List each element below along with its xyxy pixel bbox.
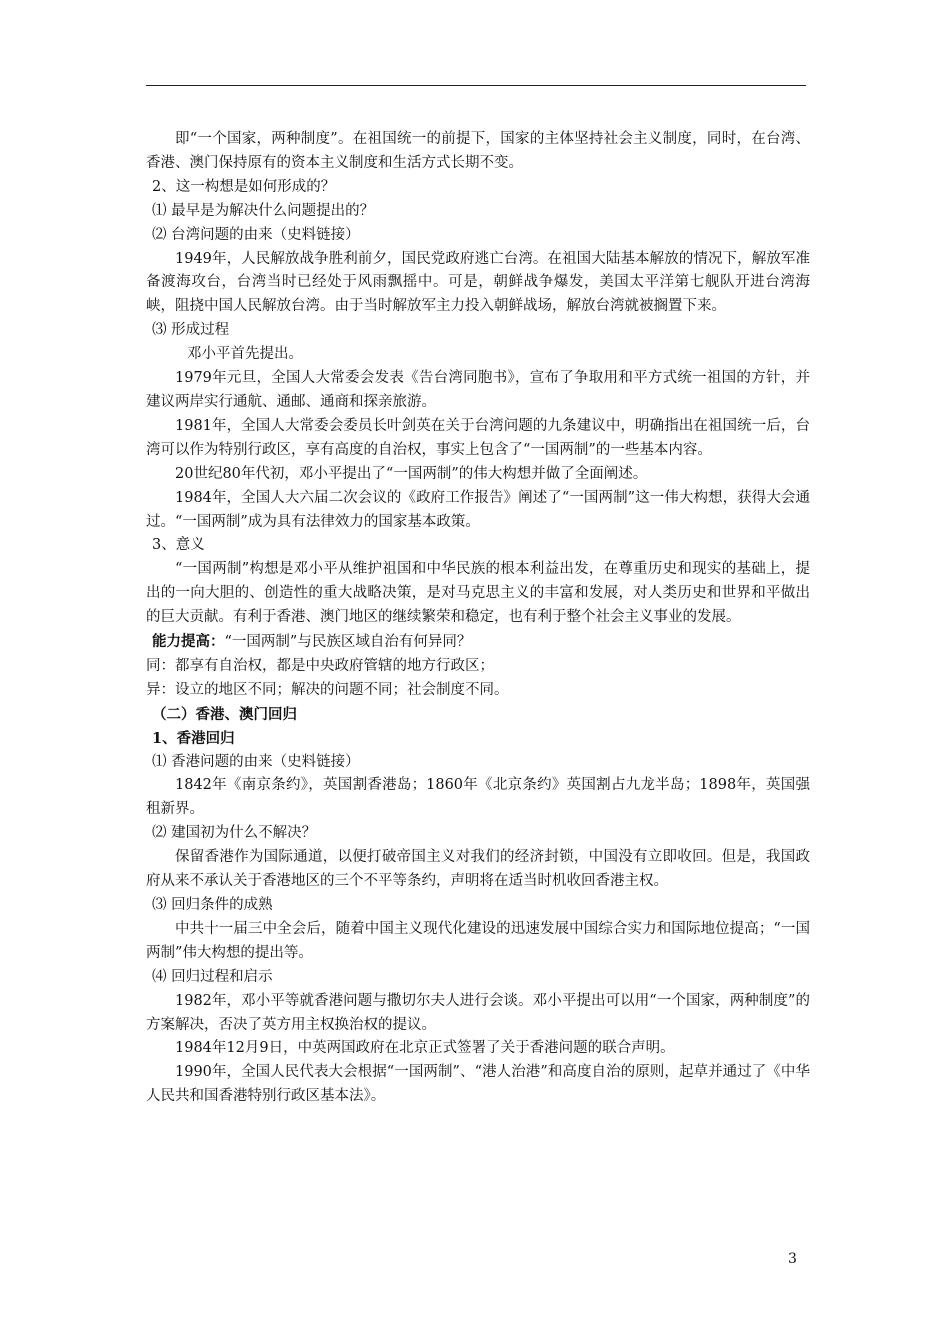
paragraph: 1982年，邓小平等就香港问题与撒切尔夫人进行会谈。邓小平提出可以用“一个国家，两种制度”的方案解决，否决了英方用主权换治权的提议。 [146,992,810,1033]
paragraph: 1842年《南京条约》，英国割香港岛；1860年《北京条约》英国割占九龙半岛；1898年，英国强租新界。 [146,777,810,818]
paragraph: 1979年元旦，全国人大常委会发表《告台湾同胞书》，宣布了争取用和平方式统一祖国的方针，并建议两岸实行通航、通邮、通商和探亲旅游。 [146,370,810,410]
page-number: 3 [788,1251,797,1267]
paragraph: 即“一个国家，两种制度”。在祖国统一的前提下，国家的主体坚持社会主义制度，同时，在台湾、香港、澳门保持原有的资本主义制度和生活方式长期不变。 [146,131,810,171]
paragraph: 1949年，人民解放战争胜利前夕，国民党政府逃亡台湾。在祖国大陆基本解放的情况下，解放军准备渡海攻台，台湾当时已经处于风雨飘摇中。可是，朝鲜战争爆发，美国太平洋第七舰队开进台湾海峡，阻挠中国人民解放台湾。由于当时解放军主力投入朝鲜战场，解放台湾就被搁置下来。 [146,250,810,315]
paragraph: ⑵ 建国初为什么不解决？ [152,825,317,842]
paragraph: ⑶ 回归条件的成熟 [152,897,273,913]
header-rule [146,85,806,86]
paragraph: ⑴ 香港问题的由来（史料链接） [152,753,360,770]
paragraph: ⑴ 最早是为解决什么问题提出的？ [152,202,375,219]
paragraph: “一国两制”构想是邓小平从维护祖国和中华民族的根本利益出发，在尊重历史和现实的基础上，提出的一向大胆的、创造性的重大战略决策，是对马克思主义的丰富和发展，对人类历史和世界和平做出的巨大贡献。有利于香港、澳门地区的继续繁荣和稳定，也有利于整个社会主义事业的发展。 [146,561,810,626]
paragraph: 3、意义 [152,537,205,554]
paragraph: 中共十一届三中全会后，随着中国主义现代化建设的迅速发展中国综合实力和国际地位提高；“一国两制”伟大构想的提出等。 [146,920,810,961]
paragraph [146,630,810,655]
paragraph: ⑷ 回归过程和启示 [152,968,273,985]
paragraph: 1984年，全国人大六届二次会议的《政府工作报告》阐述了“一国两制”这一伟大构想，获得大会通过。“一国两制”成为具有法律效力的国家基本政策。 [146,489,810,530]
paragraph: 20世纪80年代初，邓小平提出了“一国两制”的伟大构想并做了全面阐述。 [175,465,648,482]
paragraph: 异：设立的地区不同；解决的问题不同；社会制度不同。 [146,681,509,698]
paragraph: 2、这一构想是如何形成的？ [152,178,336,195]
paragraph: 1981年，全国人大常委会委员长叶剑英在关于台湾问题的九条建议中，明确指出在祖国统一后，台湾可以作为特别行政区，享有高度的自治权，事实上包含了“一国两制”的一些基本内容。 [146,417,810,458]
document-body [146,128,810,1109]
paragraph: （二）香港、澳门回归 [152,705,297,723]
paragraph: 同：都享有自治权，都是中央政府管辖的地方行政区； [146,657,494,674]
bold-label: 能力提高： [152,633,225,651]
paragraph: ⑶ 形成过程 [152,322,230,339]
paragraph: 1、香港回归 [152,729,235,747]
paragraph: 1990年，全国人民代表大会根据“一国两制”、“港人治港”和高度自治的原则，起草并通过了《中华人民共和国香港特别行政区基本法》。 [146,1064,810,1105]
paragraph: 1984年12月9日，中英两国政府在北京正式签署了关于香港问题的联合声明。 [175,1040,675,1057]
paragraph: ⑵ 台湾问题的由来（史料链接） [152,226,360,243]
paragraph: 邓小平首先提出。 [187,346,303,363]
paragraph: 保留香港作为国际通道，以便打破帝国主义对我们的经济封锁，中国没有立即收回。但是，我国政府从来不承认关于香港地区的三个不平等条约，声明将在适当时机收回香港主权。 [146,849,810,890]
paragraph-text: “一国两制”与民族区域自治有何异同？ [224,634,472,651]
